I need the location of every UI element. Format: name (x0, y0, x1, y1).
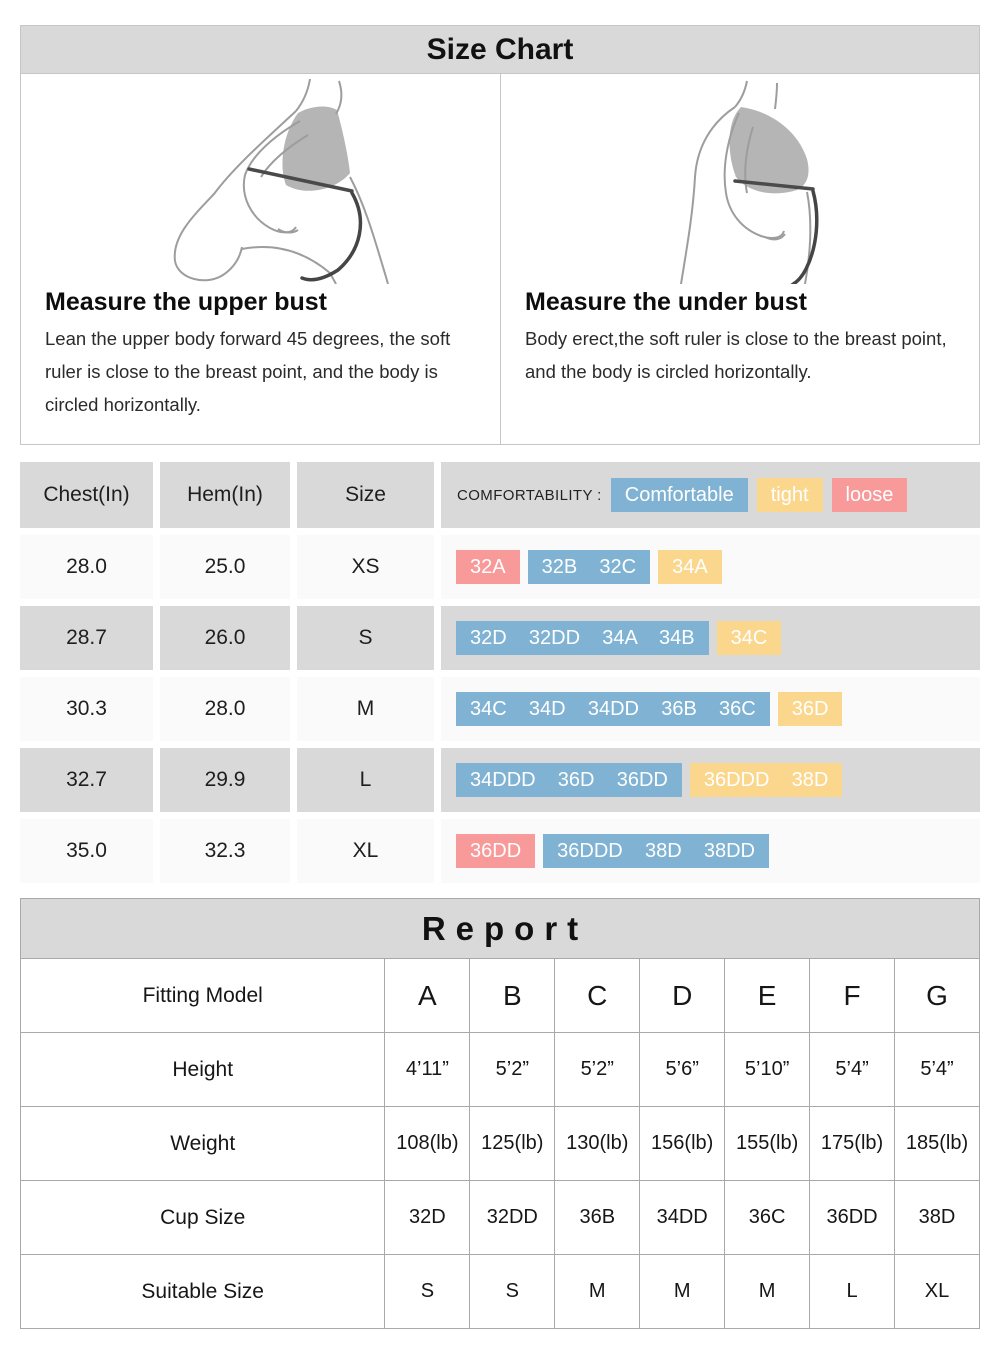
comfortability-chips-l (441, 748, 980, 812)
chest-value: 28.7 (20, 606, 153, 670)
size-chart-section (20, 25, 980, 445)
comfortability-chips-s (441, 606, 980, 670)
chest-value: 35.0 (20, 819, 153, 883)
suitable-size-value: S (470, 1255, 555, 1329)
report-row-cup-size (21, 1181, 980, 1255)
measure-under-text: Body erect,the soft ruler is close to the breast point, and the body is circled horizontally. (525, 328, 947, 382)
tight-size-chip: 34A (658, 550, 722, 584)
height-value: 4’11” (385, 1033, 470, 1107)
cup-size-value: 36DD (810, 1181, 895, 1255)
height-value: 5’4” (895, 1033, 980, 1107)
legend-loose-badge: loose (832, 478, 908, 512)
col-header-hem: Hem(In) (160, 462, 290, 528)
size-chart-title: Size Chart (21, 26, 979, 74)
cup-size-value: 32DD (470, 1181, 555, 1255)
comfortable-size-chip: 36DDD 38D 38DD (543, 834, 769, 868)
comfortability-chips-m (441, 677, 980, 741)
measure-under-bust-panel (500, 74, 979, 444)
comfortability-chips-xl (441, 819, 980, 883)
report-row-fitting-model (21, 959, 980, 1033)
size-table (20, 462, 980, 883)
weight-value: 175(lb) (810, 1107, 895, 1181)
weight-value: 130(lb) (555, 1107, 640, 1181)
suitable-size-value: L (810, 1255, 895, 1329)
fitting-model-value: G (895, 959, 980, 1033)
cup-size-value: 32D (385, 1181, 470, 1255)
upper-bust-figure (21, 74, 500, 284)
report-row-height (21, 1033, 980, 1107)
tight-size-chip: 34C (717, 621, 782, 655)
weight-value: 155(lb) (725, 1107, 810, 1181)
chest-value: 28.0 (20, 535, 153, 599)
size-value: L (297, 748, 434, 812)
measure-under-heading: Measure the under bust (525, 288, 807, 316)
hem-value: 25.0 (160, 535, 290, 599)
fitting-model-value: E (725, 959, 810, 1033)
cup-size-value: 38D (895, 1181, 980, 1255)
legend-tight-badge: tight (757, 478, 823, 512)
cup-size-value: 34DD (640, 1181, 725, 1255)
upright-woman-measuring-illustration (525, 79, 955, 284)
comfortable-size-chip: 32B 32C (528, 550, 651, 584)
report-row-label: Weight (21, 1107, 385, 1181)
report-row-label: Cup Size (21, 1181, 385, 1255)
measure-upper-text: Lean the upper body forward 45 degrees, the soft ruler is close to the breast point, and the body is circled horizontally. (45, 328, 451, 415)
weight-value: 156(lb) (640, 1107, 725, 1181)
fitting-model-value: A (385, 959, 470, 1033)
report-row-weight (21, 1107, 980, 1181)
cup-size-value: 36C (725, 1181, 810, 1255)
suitable-size-value: S (385, 1255, 470, 1329)
hem-value: 29.9 (160, 748, 290, 812)
measure-upper-bust-panel (21, 74, 500, 444)
weight-value: 185(lb) (895, 1107, 980, 1181)
size-value: S (297, 606, 434, 670)
hem-value: 26.0 (160, 606, 290, 670)
size-value: XS (297, 535, 434, 599)
col-header-comfortability (441, 462, 980, 528)
height-value: 5’2” (470, 1033, 555, 1107)
report-row-suitable-size (21, 1255, 980, 1329)
comfortable-size-chip: 34DDD 36D 36DD (456, 763, 682, 797)
chest-value: 32.7 (20, 748, 153, 812)
comfortable-size-chip: 32D 32DD 34A 34B (456, 621, 709, 655)
fitting-model-value: B (470, 959, 555, 1033)
leaning-woman-measuring-illustration (46, 79, 476, 284)
fitting-model-value: C (555, 959, 640, 1033)
fitting-model-value: D (640, 959, 725, 1033)
under-bust-figure (501, 74, 979, 284)
comfortability-chips-xs (441, 535, 980, 599)
report-table (20, 958, 980, 1329)
col-header-chest: Chest(In) (20, 462, 153, 528)
size-value: M (297, 677, 434, 741)
loose-size-chip: 36DD (456, 834, 535, 868)
tight-size-chip: 36D (778, 692, 843, 726)
height-value: 5’10” (725, 1033, 810, 1107)
hem-value: 28.0 (160, 677, 290, 741)
measure-panels (21, 74, 979, 444)
suitable-size-value: XL (895, 1255, 980, 1329)
legend-comfortable-badge: Comfortable (611, 478, 748, 512)
suitable-size-value: M (555, 1255, 640, 1329)
comfortable-size-chip: 34C 34D 34DD 36B 36C (456, 692, 770, 726)
col-header-size: Size (297, 462, 434, 528)
suitable-size-value: M (725, 1255, 810, 1329)
report-row-label: Height (21, 1033, 385, 1107)
suitable-size-value: M (640, 1255, 725, 1329)
hem-value: 32.3 (160, 819, 290, 883)
loose-size-chip: 32A (456, 550, 520, 584)
weight-value: 108(lb) (385, 1107, 470, 1181)
chest-value: 30.3 (20, 677, 153, 741)
report-row-label: Suitable Size (21, 1255, 385, 1329)
report-title: Report (20, 898, 980, 958)
report-section (20, 898, 980, 1329)
measure-upper-heading: Measure the upper bust (45, 288, 327, 316)
weight-value: 125(lb) (470, 1107, 555, 1181)
report-row-label: Fitting Model (21, 959, 385, 1033)
height-value: 5’2” (555, 1033, 640, 1107)
cup-size-value: 36B (555, 1181, 640, 1255)
fitting-model-value: F (810, 959, 895, 1033)
tight-size-chip: 36DDD 38D (690, 763, 843, 797)
height-value: 5’4” (810, 1033, 895, 1107)
comfortability-label: COMFORTABILITY : (457, 486, 602, 504)
size-value: XL (297, 819, 434, 883)
height-value: 5’6” (640, 1033, 725, 1107)
